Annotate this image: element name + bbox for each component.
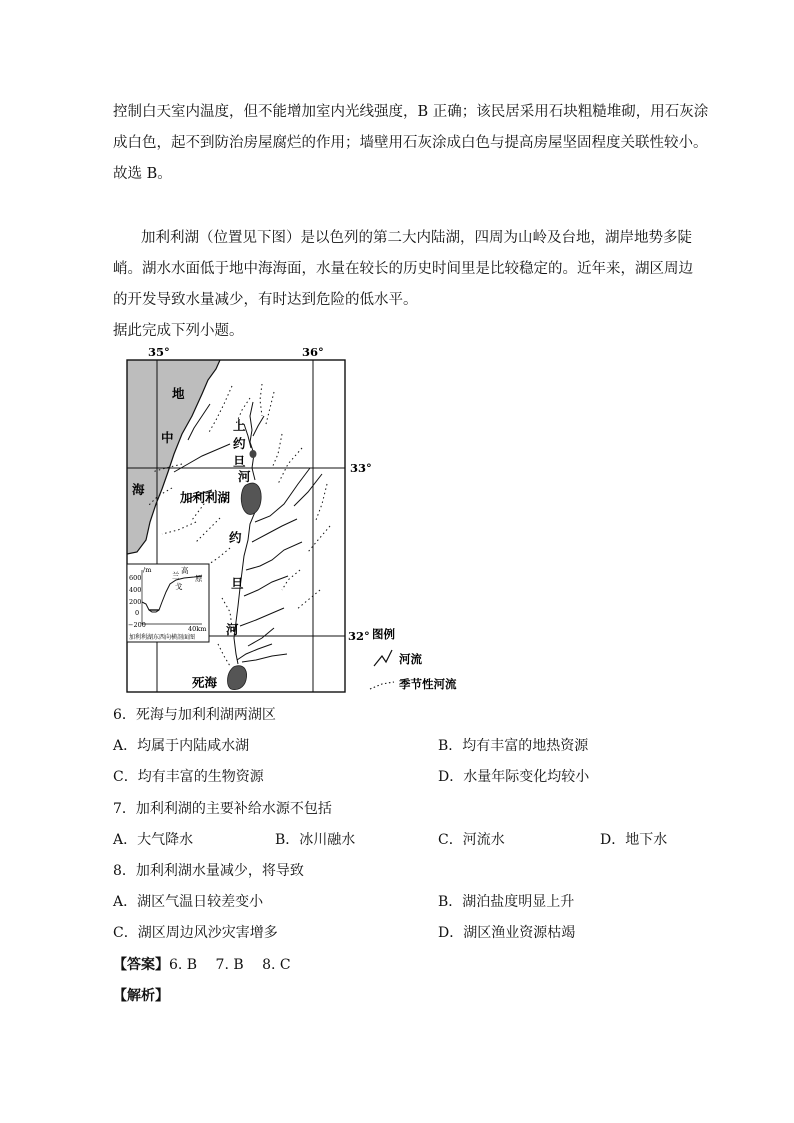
label-upper-jordan-4: 河 bbox=[238, 469, 251, 484]
label-jordan-3: 河 bbox=[226, 622, 239, 637]
q7-option-a: A．大气降水 bbox=[113, 832, 194, 848]
seasonal-river-3 bbox=[208, 386, 232, 434]
q7-option-d: D．地下水 bbox=[600, 832, 668, 848]
label-galilee: 加利利湖 bbox=[180, 490, 231, 505]
tributary-2 bbox=[246, 542, 302, 570]
tributary-1 bbox=[252, 519, 297, 542]
legend-river-symbol bbox=[374, 650, 392, 666]
tributary-4 bbox=[240, 608, 284, 626]
q7-option-b: B．冰川融水 bbox=[275, 832, 356, 848]
legend-seasonal-symbol bbox=[370, 682, 394, 689]
label-lat-32: 32° bbox=[348, 629, 370, 643]
label-upper-jordan-2: 约 bbox=[233, 436, 246, 451]
seasonal-river-14 bbox=[316, 484, 327, 520]
label-upper-jordan-3: 旦 bbox=[233, 454, 246, 469]
q8-stem: 8．加利利湖水量减少，将导致 bbox=[113, 863, 304, 879]
label-jordan-2: 旦 bbox=[231, 576, 244, 591]
inset-tick-400: 400 bbox=[129, 586, 142, 594]
prev-line-1: 控制白天室内温度，但不能增加室内光线强度，B 正确；该民居采用石块粗糙堆砌，用石灰涂 bbox=[113, 104, 709, 120]
q6-option-b: B．均有丰富的地热资源 bbox=[438, 738, 589, 754]
prev-line-2: 成白色，起不到防治房屋腐烂的作用；墙壁用石灰涂成白色与提高房屋坚固程度关联性较小。 bbox=[113, 135, 708, 151]
tributary-7 bbox=[242, 654, 287, 662]
label-upper-jordan-1: 上 bbox=[233, 418, 246, 433]
hula-lake bbox=[250, 450, 257, 458]
dead-sea bbox=[228, 666, 247, 690]
q6-option-a: A．均属于内陆咸水湖 bbox=[113, 738, 250, 754]
label-sea-1: 地 bbox=[172, 386, 185, 401]
inset-scale: 40km bbox=[188, 625, 207, 633]
inset-caption: 加利利湖东西向横剖面图 bbox=[129, 634, 196, 641]
label-lat-33: 33° bbox=[350, 461, 372, 475]
answer-label: 【答案】 bbox=[113, 957, 169, 973]
inset-cross-section bbox=[127, 564, 209, 642]
intro-line-2: 峭。湖水水面低于地中海海面，水量在较长的历史时间里是比较稳定的。近年来，湖区周边 bbox=[113, 261, 693, 277]
inset-tick-200: 200 bbox=[129, 598, 142, 606]
inset-golan-1: 戈 bbox=[175, 582, 183, 591]
inset-tick-neg200: −200 bbox=[128, 621, 146, 629]
q6-option-d: D．水量年际变化均较小 bbox=[438, 769, 590, 785]
q7-stem: 7．加利利湖的主要补给水源不包括 bbox=[113, 801, 332, 817]
intro-line-3: 的开发导致水量减少，有时达到危险的低水平。 bbox=[113, 292, 418, 308]
tributary-6 bbox=[248, 628, 274, 646]
map-legend bbox=[370, 627, 457, 691]
label-lon-36: 36° bbox=[302, 345, 324, 359]
seasonal-river-9 bbox=[206, 548, 230, 566]
q6-stem: 6．死海与加利利湖两湖区 bbox=[113, 707, 276, 723]
seasonal-river-5 bbox=[272, 434, 282, 468]
label-dead-sea: 死海 bbox=[192, 675, 218, 690]
label-jordan-1: 约 bbox=[229, 530, 242, 545]
legend-river-label: 河流 bbox=[399, 652, 422, 666]
intro-line-4: 据此完成下列小题。 bbox=[113, 323, 244, 339]
seasonal-river-12 bbox=[282, 570, 300, 590]
answer-line bbox=[113, 955, 291, 975]
prev-line-3: 故选 B。 bbox=[113, 166, 172, 182]
seasonal-river-8 bbox=[196, 518, 220, 542]
galilee-map-figure bbox=[112, 344, 492, 696]
inset-golan-4: 原 bbox=[195, 574, 203, 583]
legend-title: 图例 bbox=[372, 627, 395, 641]
yarmouk-branch bbox=[294, 474, 322, 506]
q8-option-c: C．湖区周边风沙灾害增多 bbox=[113, 925, 278, 941]
seasonal-river-10 bbox=[162, 522, 196, 534]
seasonal-river-15 bbox=[308, 526, 330, 552]
intro-line-1: 加利利湖（位置见下图）是以色列的第二大内陆湖，四周为山岭及台地，湖岸地势多陡 bbox=[141, 230, 692, 246]
seasonal-river-13 bbox=[296, 590, 320, 610]
upper-jordan-branch bbox=[253, 416, 264, 436]
seasonal-river-17 bbox=[218, 644, 230, 666]
q8-option-b: B．湖泊盐度明显上升 bbox=[438, 894, 575, 910]
tributary-3 bbox=[244, 576, 288, 596]
label-sea-3: 海 bbox=[132, 482, 145, 497]
label-sea-2: 中 bbox=[161, 430, 174, 445]
q8-option-a: A．湖区气温日较差变小 bbox=[113, 894, 264, 910]
inset-unit: /m bbox=[143, 566, 152, 574]
galilee-lake bbox=[241, 483, 261, 514]
seasonal-river-2 bbox=[266, 392, 274, 424]
seasonal-river-6 bbox=[278, 448, 302, 484]
q8-option-d: D．湖区渔业资源枯竭 bbox=[438, 925, 576, 941]
seasonal-river-1 bbox=[260, 384, 262, 416]
q7-option-c: C．河流水 bbox=[438, 832, 505, 848]
legend-seasonal-label: 季节性河流 bbox=[399, 677, 457, 691]
galilee-map bbox=[112, 344, 492, 696]
q6-option-c: C．均有丰富的生物资源 bbox=[113, 769, 264, 785]
analysis-label: 【解析】 bbox=[113, 988, 169, 1004]
inset-tick-600: 600 bbox=[129, 574, 142, 582]
yarmouk-river bbox=[255, 468, 310, 522]
inset-golan-3: 高 bbox=[181, 566, 189, 575]
label-lon-35: 35° bbox=[148, 345, 170, 359]
answer-values: 6. B 7. B 8. C bbox=[169, 957, 291, 973]
inset-golan-2: 兰 bbox=[172, 571, 180, 580]
inset-tick-0: 0 bbox=[135, 609, 140, 617]
